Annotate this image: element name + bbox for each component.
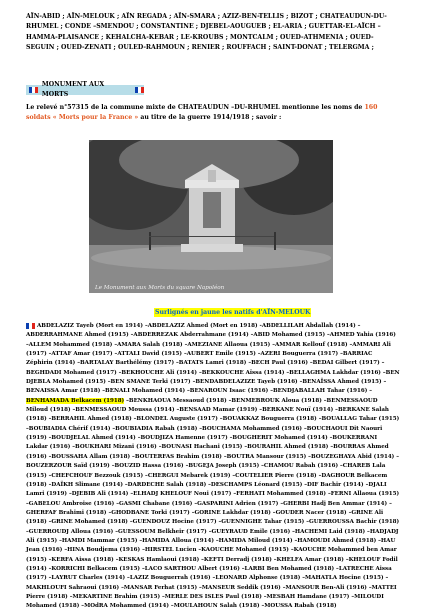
french-flag-icon xyxy=(135,87,144,93)
section-title-text: MONUMENT AUX MORTS xyxy=(41,81,105,98)
french-flag-icon xyxy=(29,87,38,93)
para-after: au titre de la guerre 1914/1918 ; savoir : xyxy=(138,113,282,121)
names-after: –BENKHAOUA Messaoud (1918) –BENMEBROUK Aloua (1918) –BENMESSAOUD Miloud (1918) –BENMESSAOUD Moussa (1914) –BENSAAD Mamar (1919) –BERKANE Nouï (1914) –BERKANE Salah (1918) –BERRAHIL Ahmed (1918) –BLONDEL Auguste (1917) –BOUAKKAZ Bouguerra (1918) –BOUALLAG Tahar (1915) –BOUBIADIA Chérif (1914) –BOUBIADIA Rabah (1918) –BOUCHAMA Mohammed (1916) –BOUCHAOUI Dit Naouri (1919) –BOUDJELAL Ahmed (1914) –BOUDJIZA Hamenne (1917) –BOUGHERIT Mohamed (1914) –BOUKERRANI Lakdar (1916) –BOUKHARI Mizani (1916) –BOUNASI Hachani (1915) –BOURAHIL Ahmed (1918) –BOURRAS Ahmed (1916) –BOUSSAHA Allam (1918) –BOUTERFAS Brahim (1918) –BOUTRA Mansour (1915) –BOUZEGHAYA Abid (1914) –BOUZERZOUR Saïd (1919) –BOUZID Hassa (1916) –BUGEJA Joseph (1915) –CHAMOU Rabah (1916) –CHAREB Lala (1915) –CHEFCHOUF Bezzouk (1915) –CHERGUI Mebarek (1919) –COUTELIER Pierre (1918) –DAGHOUR Belkacem (1918) –DAÏKH Slimane (1914) –DARDECHE Salah (1918) –DESCHAMPS Léonard (1915) –DIF Bachir (1914) –DJALI Lamri (1919) –DJEBIB Ali (1914) –ELHADJ KHELOUF Noui (1917) –FERHATI Mohammed (1918) –FERNI Allaoua (1915) –GABELOU Ambroise (1916) –GASMI Chabane (1916) –GASPARINI Adrien (1917) –GHERBI Hadj Ben Ammar (1914) –GHERFAF Brahimi (1918) –GHODBANE Torki (1917) –GORINE Lakhdar (1918) –GOUDER Nacer (1918) –GRINE Ali (1918) –GRINE Mohamed (1918) –GUENDOUZ Hocine (1917) –GUENNIGHE Tahar (1915) –GUERROUSSA Bachir (1918) –GUERROUDJ Alloua (1916) –GUESSOUM Belkheir (1917) –GUEYRAUD Emile (1916) –HACHEMI Laid (1918) –HADJADJ Ali (1915) –HAMDI Mammar (1915) –HAMIDA Alloua (1914) –HAMIDA Miloud (1914) –HAMOUDI Ahmed (1918) –HAU Jean (1916) –HINA Boudjema (1916) –HIRSTEL Lucien –KAOUCHE Mohamed (1915) –KAOUCHE Mohammed ben Amar (1915) –KERFA Aissa (1918) –KESKAS Hamlaoui (1918) –KEFTI Derradj (1918) –KHELFA Amar (1918) –KHELOUF Fodil (1914) –KORRICHI Belkacem (1915) –LACO SARTHOU Albert (1916) –LARBI Ben Mohamed (1918) –LATRECHE Aissa (1917) –LAYRUT Charles (1914) –LAZIZ Bouguerrah (1916) –LEONARD Alphonse (1918) –MAHATLA Hocine (1915) –MAKHLOUFI Sahraoui (1916) –MANSAR Ferhat (1915) –MANSEUR Seddik (1916) –MANSOUR Ben-Ali (1916) –MATTEI Pierre (1918) –MEKARTINE Brahim (1915) –MERLE DES ISLES Paul (1918) –MESBAH Hamdane (1917) –MILOUDI Mohamed (1918) –MOdRA Mohammed (1914) –MOULAHOUN Salah (1918) –MOUSSA Rabah (1918) xyxy=(26,397,400,610)
french-flag-icon xyxy=(26,323,35,329)
highlight-legend: Surlignés en jaune les natifs d'AÏN-MELOUK xyxy=(155,309,311,316)
names-before: ABDELAZIZ Tayeb (Mort en 1914) –ABDELAZIZ Ahmed (Mort en 1918) -ABDELLILAH Abdallah (1914) –ABDERRAHMANE Ahmed (1915) –ABDERREZAK Abderrahmane (1914) –ABID Mohamed (1915) –AHMED Yahia (1916) –ALLEM Mohammed (1918) –AMARA Salah (1918) –AMEZIANE Allaoua (1915) –AMMAR Kellouf (1918) –AMMARI Ali (1917) –ATTAF Amar (1917) –ATTALI David (1915) –AUBERT Emile (1915) –AZERI Bouguerra (1917) –BARRIAC Zéphirin (1914) –BARTALAY Barthélémy (1917) –BATATS Lamri (1918) –BECH Paul (1916) –BEDAI Gilbert (1917) –BEGHDADI Mohamed (1917) –BEKHOUCHE Ali (1914) –BEKKOUCHE Aïssa (1914) –BELLAGHMA Lakhdar (1916) –BEN DJEBLA Mohamed (1915) –BEN SMANE Terki (1917) –BENDABDELAZIZE Tayeb (1916) –BENAÏSSA Ahmed (1915) –BENAISSA Amar (1918) –BENALI Mohamed (1914) –BENAROUN Isaac (1916) –BENDJABALLAH Tahar (1916) – xyxy=(26,323,400,395)
para-before: Le relevé n°57315 de la commune mixte de CHATEAUDUN –DU-RHUMEL mentionne les noms de xyxy=(26,104,365,111)
photo-caption-text: Le Monument aux Morts du square Napoléon xyxy=(95,285,225,291)
highlighted-name: BENHAMADA Belkacem (1918) xyxy=(26,397,125,404)
soldiers-names xyxy=(26,322,400,612)
communes-list: AÏN-ABID ; AÏN-MELOUK ; AÏN REGADA ; AÏN-SMARA ; AZIZ-BEN-TELLIS ; BIZOT ; CHATEAUDUN-DU-RHUMEL ; CONDE –SMENDOU ; CONSTANTINE ; DJEBEL-AOUGUEB ; EL-ARIA ; GUETTAR-EL-AÏCH – HAMMA-PLAISANCE ; KEHALCHA-KEBAR ; LE-KROUBS ; MONTCALM ; OUED-ATHMENIA ; OUED-SEGUIN ; OUED-ZENATI ; OULED-RAHMOUN ; RENIER ; ROUFFACH ; SAINT-DONAT ; TELERGMA ; xyxy=(26,13,387,52)
photo-caption xyxy=(95,285,325,294)
soldiers-count: 160 soldats « Morts pour la France » xyxy=(26,104,378,121)
section-title xyxy=(26,81,144,98)
releve-paragraph xyxy=(26,103,398,122)
monument-photo xyxy=(89,140,333,293)
